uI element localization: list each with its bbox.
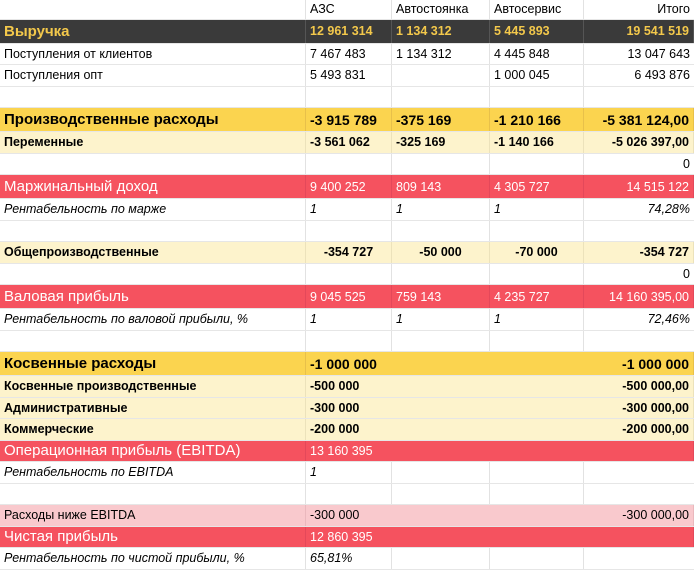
row-label-cell[interactable] [0,87,306,108]
below-ebitda-costs-row [0,505,694,527]
azs-cell[interactable]: 9 400 252 [306,175,392,198]
zero-row [0,154,694,176]
total-cell[interactable] [584,484,694,505]
azs-cell[interactable]: 7 467 483 [306,44,392,65]
parking-cell[interactable] [392,505,490,526]
service-cell[interactable]: -1 210 166 [490,108,584,131]
azs-cell[interactable]: -300 000 [310,508,360,523]
total-cell[interactable]: -300 000,00 [584,505,694,526]
commercial-row [0,419,694,441]
parking-cell[interactable]: -325 169 [392,132,490,153]
azs-cell[interactable]: -3 915 789 [306,108,392,131]
total-cell[interactable]: -5 381 124,00 [584,108,694,131]
row-label-cell[interactable]: Валовая прибыль [0,285,306,308]
empty-row [0,331,694,353]
row-label-cell[interactable]: Административные [0,398,306,419]
parking-cell[interactable] [392,376,490,397]
total-cell[interactable]: 14 160 395,00 [584,285,694,308]
parking-cell[interactable]: 759 143 [392,285,490,308]
parking-cell[interactable] [392,221,490,242]
total-cell[interactable]: 0 [683,156,690,171]
service-cell[interactable] [490,505,584,526]
parking-cell[interactable] [392,441,490,462]
total-cell[interactable]: -300 000,00 [584,398,694,419]
parking-cell[interactable] [392,65,490,86]
azs-cell[interactable] [306,87,392,108]
service-cell[interactable]: 4 235 727 [490,285,584,308]
header-label-cell[interactable] [0,0,306,19]
total-cell[interactable]: 6 493 876 [634,68,690,83]
parking-cell[interactable]: -50 000 [392,242,490,263]
total-cell[interactable]: 72,46% [647,312,690,327]
parking-cell[interactable] [392,548,490,569]
parking-cell[interactable]: 1 [392,309,490,330]
row-label-cell[interactable]: Рентабельность по марже [0,199,306,220]
total-cell[interactable]: -1 000 000 [584,352,694,375]
azs-cell[interactable]: -1 000 000 [310,355,377,372]
total-cell[interactable] [584,548,694,569]
total-cell[interactable]: -500 000,00 [584,376,694,397]
azs-cell[interactable]: 13 160 395 [310,443,373,458]
indirect-costs-row [0,352,694,376]
service-cell[interactable] [490,352,584,375]
service-cell[interactable] [490,221,584,242]
row-label-cell[interactable]: Косвенные производственные [0,376,306,397]
row-label-cell[interactable] [0,221,306,242]
row-label-cell[interactable] [0,484,306,505]
row-label-cell[interactable]: Маржинальный доход [0,175,306,198]
service-cell[interactable] [490,441,584,462]
administrative-row [0,398,694,420]
header-row [0,0,694,20]
margin-profitability-row [0,199,694,221]
variable-costs-row [0,132,694,154]
revenue-row [0,20,694,44]
empty-row [0,221,694,243]
total-cell[interactable]: -5 026 397,00 [584,132,694,153]
net-profitability-row [0,548,694,570]
azs-cell[interactable]: -300 000 [310,400,360,415]
azs-cell[interactable] [306,331,392,352]
azs-cell[interactable] [306,264,392,285]
overhead-row [0,242,694,264]
row-label-cell[interactable] [0,264,306,285]
service-cell[interactable]: 1 [490,199,584,220]
azs-cell[interactable]: 1 [306,309,392,330]
total-cell[interactable] [584,331,694,352]
parking-cell[interactable] [392,87,490,108]
parking-cell[interactable] [392,527,490,548]
azs-cell[interactable]: -3 561 062 [306,132,392,153]
row-label-cell[interactable]: Коммерческие [0,419,306,440]
gross-profit-row [0,285,694,309]
row-label-cell[interactable]: Поступления от клиентов [0,44,306,65]
row-label-cell[interactable]: Производственные расходы [0,108,306,131]
header-service-cell[interactable]: Автосервис [490,0,584,19]
parking-cell[interactable]: 1 134 312 [392,20,490,43]
service-cell[interactable] [490,419,584,440]
row-label-cell[interactable]: Операционная прибыль (EBITDA) [0,441,306,462]
service-cell[interactable] [490,154,584,175]
parking-cell[interactable] [392,484,490,505]
total-cell[interactable]: 0 [683,266,690,281]
parking-cell[interactable]: 809 143 [392,175,490,198]
azs-cell[interactable]: 12 961 314 [306,20,392,43]
azs-cell[interactable]: -500 000 [310,379,360,394]
row-label-cell[interactable]: Общепроизводственные [0,242,306,263]
service-cell[interactable]: 1 [490,309,584,330]
parking-cell[interactable]: 1 134 312 [392,44,490,65]
row-label-cell[interactable] [0,331,306,352]
header-total-cell[interactable]: Итого [657,2,690,17]
total-cell[interactable]: -200 000,00 [584,419,694,440]
service-cell[interactable] [490,331,584,352]
row-label-cell[interactable]: Рентабельность по чистой прибыли, % [0,548,306,569]
total-cell[interactable]: 19 541 519 [584,20,694,43]
azs-cell[interactable]: 9 045 525 [306,285,392,308]
indirect-production-row [0,376,694,398]
azs-cell[interactable]: 1 [306,199,392,220]
net-profit-row [0,527,694,549]
parking-cell[interactable] [392,462,490,483]
azs-cell[interactable]: 1 [306,462,392,483]
empty-row [0,484,694,506]
service-cell[interactable]: 4 305 727 [490,175,584,198]
service-cell[interactable]: -70 000 [490,242,584,263]
service-cell[interactable] [490,484,584,505]
total-cell[interactable] [584,221,694,242]
total-cell[interactable]: 74,28% [647,202,690,217]
row-label-cell[interactable]: Выручка [0,20,306,43]
service-cell[interactable] [490,398,584,419]
azs-cell[interactable] [306,484,392,505]
row-label-cell[interactable]: Рентабельность по EBITDA [0,462,306,483]
total-cell[interactable] [584,527,694,548]
header-azs-cell[interactable]: АЗС [306,0,392,19]
service-cell[interactable] [490,527,584,548]
parking-cell[interactable] [392,419,490,440]
total-cell[interactable]: 14 515 122 [584,175,694,198]
row-label-cell[interactable]: Косвенные расходы [0,352,306,375]
row-label-cell[interactable]: Рентабельность по валовой прибыли, % [0,309,306,330]
azs-cell[interactable]: -354 727 [306,242,392,263]
parking-cell[interactable] [392,398,490,419]
total-cell[interactable] [584,441,694,462]
parking-cell[interactable]: 1 [392,199,490,220]
service-cell[interactable]: 1 000 045 [490,65,584,86]
service-cell[interactable] [490,548,584,569]
header-parking-cell[interactable]: Автостоянка [392,0,490,19]
parking-cell[interactable]: -375 169 [392,108,490,131]
azs-cell[interactable] [306,154,392,175]
row-label-cell[interactable] [0,154,306,175]
service-cell[interactable] [490,264,584,285]
parking-cell[interactable] [392,331,490,352]
total-cell[interactable] [584,462,694,483]
service-cell[interactable] [490,462,584,483]
parking-cell[interactable] [392,154,490,175]
azs-cell[interactable]: 12 860 395 [310,529,373,544]
zero-row [0,264,694,286]
total-cell[interactable] [584,87,694,108]
azs-cell[interactable]: -200 000 [310,422,360,437]
ebitda-row [0,441,694,463]
ebitda-profitability-row [0,462,694,484]
empty-row [0,87,694,109]
row-label-cell[interactable]: Переменные [0,132,306,153]
service-cell[interactable]: -1 140 166 [490,132,584,153]
azs-cell[interactable]: 5 493 831 [306,65,392,86]
parking-cell[interactable] [392,264,490,285]
production-costs-row [0,108,694,132]
azs-cell[interactable]: 65,81% [306,548,392,569]
row-label-cell[interactable]: Чистая прибыль [0,527,306,548]
azs-cell[interactable] [306,221,392,242]
row-label-cell[interactable]: Поступления опт [0,65,306,86]
wholesale-receipts-row [0,65,694,87]
total-cell[interactable]: -354 727 [584,242,694,263]
row-label-cell[interactable]: Расходы ниже EBITDA [0,505,306,526]
parking-cell[interactable] [392,352,490,375]
service-cell[interactable] [490,87,584,108]
service-cell[interactable]: 4 445 848 [490,44,584,65]
marginal-income-row [0,175,694,199]
total-cell[interactable]: 13 047 643 [627,46,690,61]
gross-profitability-row [0,309,694,331]
service-cell[interactable] [490,376,584,397]
service-cell[interactable]: 5 445 893 [490,20,584,43]
client-receipts-row [0,44,694,66]
